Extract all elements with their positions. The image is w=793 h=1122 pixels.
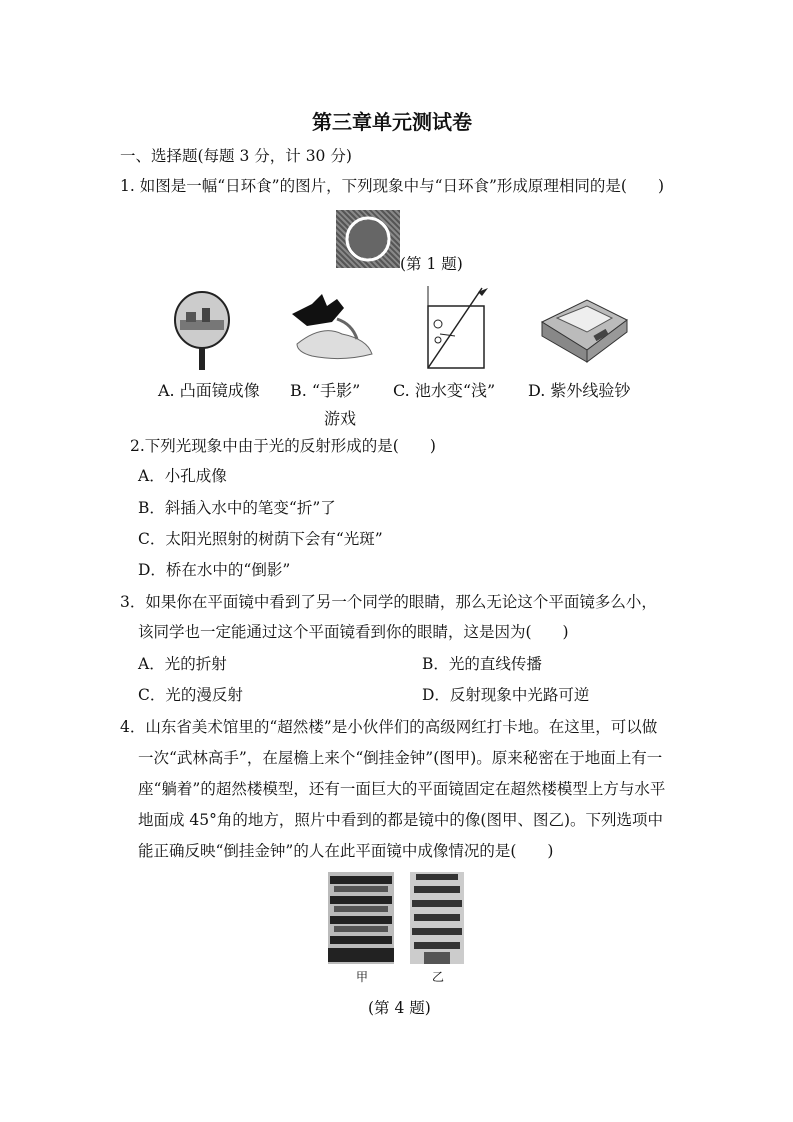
option-a-label: A. 凸面镜成像 <box>158 381 260 400</box>
question-1-stem: 1. 如图是一幅“日环食”的图片，下列现象中与“日环食”形成原理相同的是( ) <box>120 177 665 195</box>
figure-1-caption: (第 1 题) <box>400 255 463 273</box>
hand-shadow-photo <box>282 294 377 364</box>
pagoda-photo-b <box>410 872 464 964</box>
option-c-label: C. 池水变“浅” <box>393 381 496 400</box>
question-2-stem: 2.下列光现象中由于光的反射形成的是( ) <box>130 437 436 455</box>
question-4-line3: 座“躺着”的超然楼模型，还有一面巨大的平面镜固定在超然楼模型上方与水平 <box>138 780 666 798</box>
uv-money-detector-photo <box>532 292 632 364</box>
question-2-option-c: C．太阳光照射的树荫下会有“光斑” <box>138 530 383 548</box>
solar-eclipse-image <box>336 210 400 268</box>
convex-mirror-photo <box>172 290 232 370</box>
question-4-line1: 4．山东省美术馆里的“超然楼”是小伙伴们的高级网红打卡地。在这里，可以做 <box>120 718 658 736</box>
pool-refraction-diagram <box>420 286 495 371</box>
figure-4-caption: (第 4 题) <box>368 999 431 1017</box>
question-3-option-c: C．光的漫反射 <box>138 686 243 704</box>
question-3-option-a: A．光的折射 <box>138 655 227 673</box>
question-4-line4: 地面成 45°角的地方，照片中看到的都是镜中的像(图甲、图乙)。下列选项中 <box>138 811 663 829</box>
question-2-option-b: B．斜插入水中的笔变“折”了 <box>138 499 336 517</box>
option-b-label-line2: 游戏 <box>324 409 357 428</box>
pagoda-photo-a <box>328 872 394 964</box>
question-3-option-d: D．反射现象中光路可逆 <box>422 686 590 704</box>
option-b-label: B. “手影” <box>290 381 361 400</box>
figure-a-label: 甲 <box>356 970 369 984</box>
option-d-label: D. 紫外线验钞 <box>528 381 631 400</box>
page-title: 第三章单元测试卷 <box>312 110 472 134</box>
question-3-stem-line2: 该同学也一定能通过这个平面镜看到你的眼睛，这是因为( ) <box>138 623 569 641</box>
section-heading: 一、选择题(每题 3 分，计 30 分) <box>120 147 352 165</box>
question-2-option-a: A．小孔成像 <box>138 467 227 485</box>
question-2-option-d: D．桥在水中的“倒影” <box>138 561 291 579</box>
question-4-line5: 能正确反映“倒挂金钟”的人在此平面镜中成像情况的是( ) <box>138 842 554 860</box>
question-4-line2: 一次“武林高手”，在屋檐上来个“倒挂金钟”(图甲)。原来秘密在于地面上有一 <box>138 749 663 767</box>
figure-b-label: 乙 <box>432 970 445 984</box>
question-3-stem-line1: 3．如果你在平面镜中看到了另一个同学的眼睛，那么无论这个平面镜多么小， <box>120 593 657 611</box>
question-3-option-b: B．光的直线传播 <box>422 655 542 673</box>
